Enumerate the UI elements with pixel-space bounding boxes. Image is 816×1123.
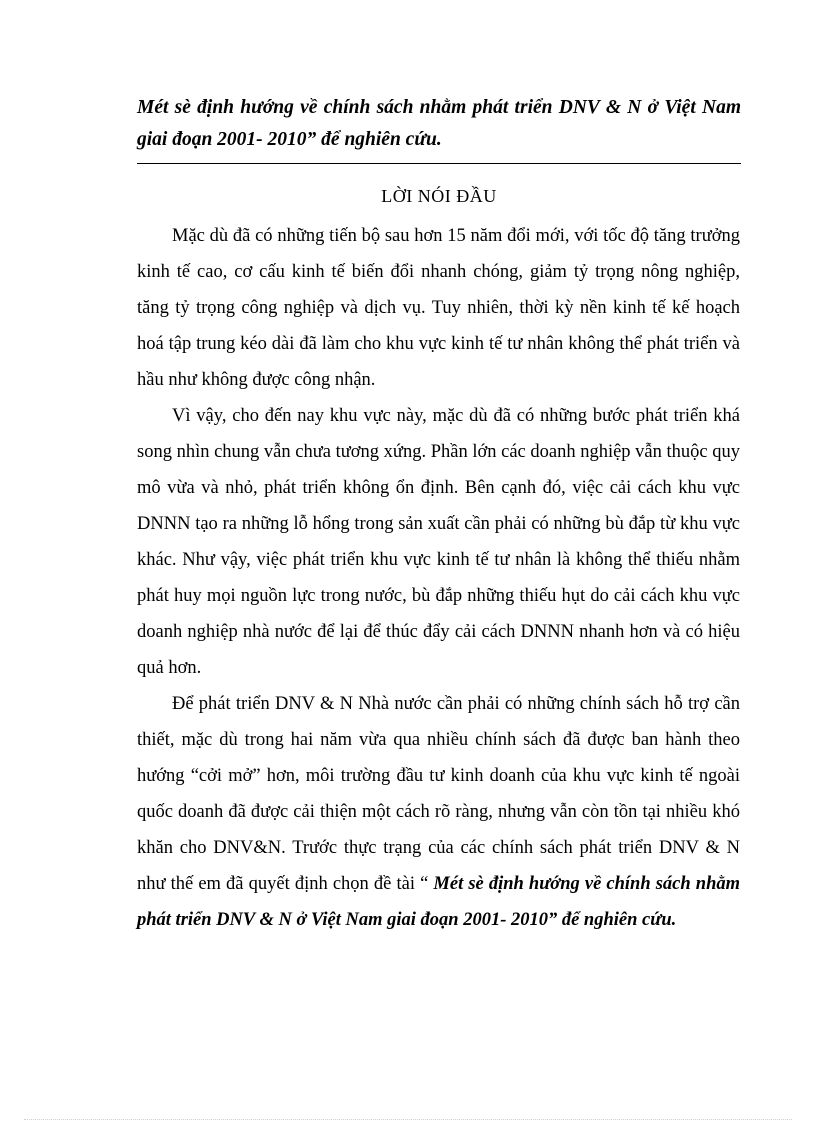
topic-title-emphasis: Mét sè định hướng về chính sách nhằm phát triển DNV & N ở Việt Nam giai đoạn 2001- 2010” để nghiên cứu.: [137, 874, 740, 930]
header-divider: [137, 163, 741, 164]
footer-divider: [24, 1119, 792, 1120]
running-header: Mét sè định hướng về chính sách nhằm phát triển DNV & N ở Việt Nam giai đoạn 2001- 2010” để nghiên cứu.: [137, 97, 741, 150]
paragraph-2: Vì vậy, cho đến nay khu vực này, mặc dù đã có những bước phát triển khá song nhìn chung vẫn chưa tương xứng. Phần lớn các doanh nghiệp vẫn thuộc quy mô vừa và nhỏ, phát triển không ổn định. Bên cạnh đó, việc cải cách khu vực DNNN tạo ra những lỗ hổng trong sản xuất cần phải có những bù đắp từ khu vực khác. Như vậy, việc phát triển khu vực kinh tế tư nhân là không thể thiếu nhằm phát huy mọi nguồn lực trong nước, bù đắp những thiếu hụt do cải cách khu vực doanh nghiệp nhà nước để lại để thúc đẩy cải cách DNNN nhanh hơn và có hiệu quả hơn.: [137, 406, 740, 678]
paragraph-3-text: Để phát triển DNV & N Nhà nước cần phải có những chính sách hỗ trợ cần thiết, mặc dù trong hai năm vừa qua nhiều chính sách đã được ban hành theo hướng “cởi mở” hơn, môi trường đầu tư kinh doanh của khu vực kinh tế ngoài quốc doanh đã được cải thiện một cách rõ ràng, nhưng vẫn còn tồn tại nhiều khó khăn cho DNV&N. Trước thực trạng của các chính sách phát triển DNV & N như thế em đã quyết định chọn đề tài “: [137, 694, 740, 894]
section-title: LỜI NÓI ĐẦU: [381, 186, 497, 206]
body-text: [137, 218, 740, 938]
paragraph-1: Mặc dù đã có những tiến bộ sau hơn 15 năm đổi mới, với tốc độ tăng trưởng kinh tế cao, cơ cấu kinh tế biến đổi nhanh chóng, giảm tỷ trọng nông nghiệp, tăng tỷ trọng công nghiệp và dịch vụ. Tuy nhiên, thời kỳ nền kinh tế kế hoạch hoá tập trung kéo dài đã làm cho khu vực kinh tế tư nhân không thể phát triển và hầu như không được công nhận.: [137, 226, 740, 390]
paragraph-3: [137, 686, 740, 938]
